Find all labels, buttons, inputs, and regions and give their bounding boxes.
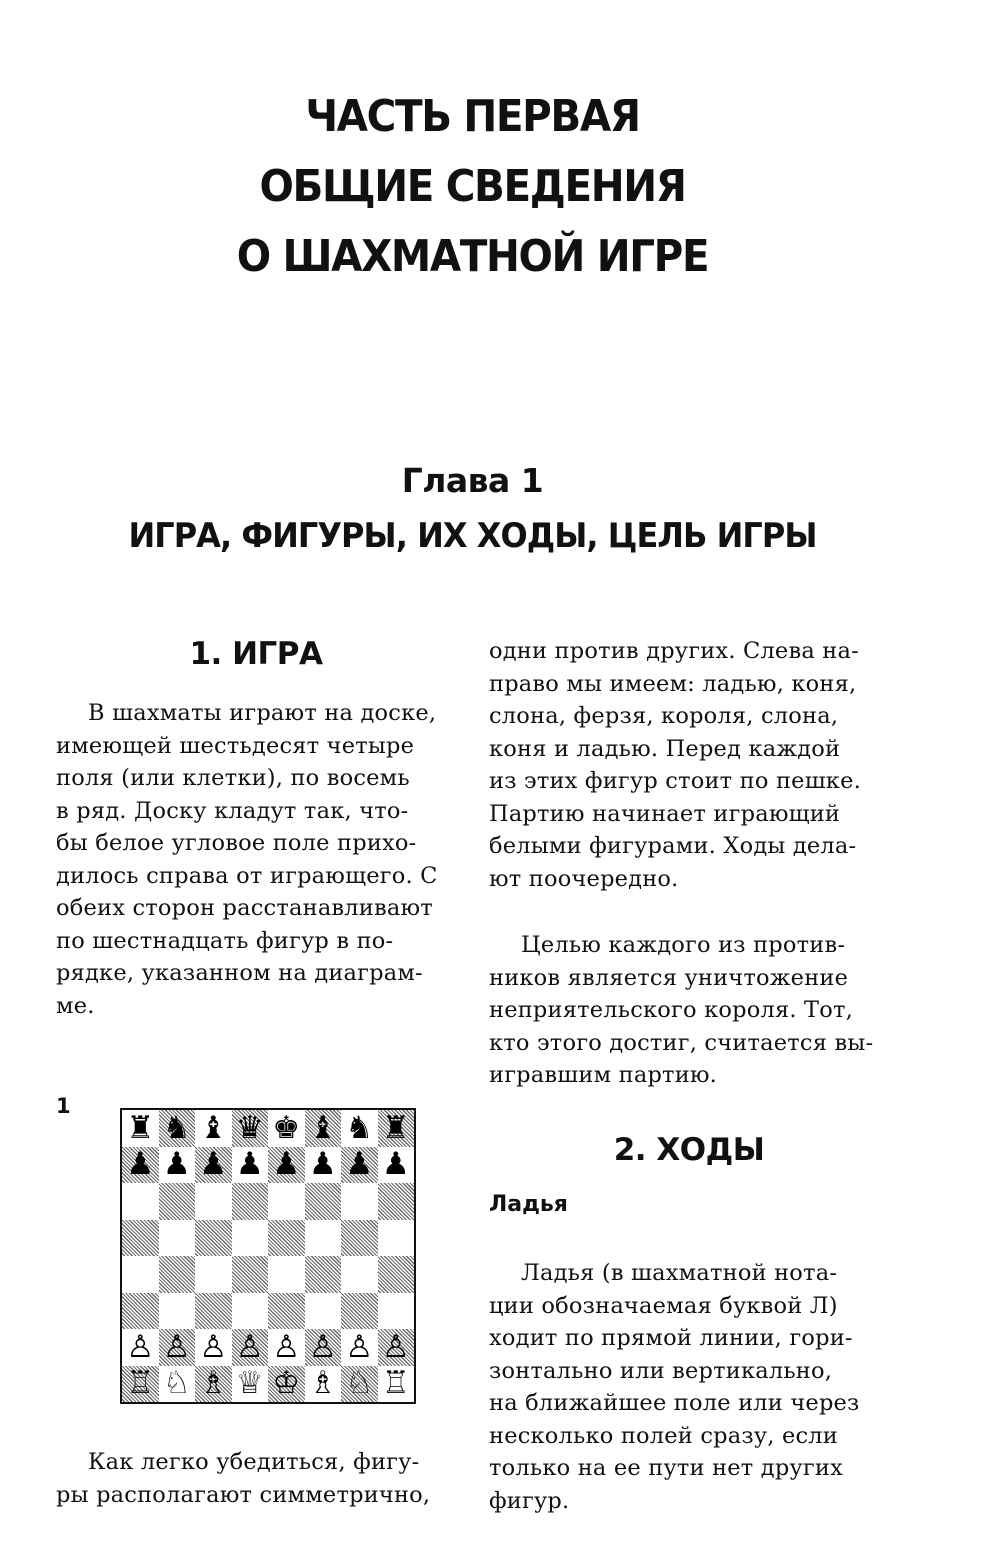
- board-square-g3: [341, 1293, 378, 1330]
- board-square-a6: [122, 1183, 159, 1220]
- text-line: обеих сторон расстанавливают: [56, 895, 433, 921]
- board-square-b3: [159, 1293, 196, 1330]
- board-square-d3: [232, 1293, 269, 1330]
- board-square-h1: [378, 1366, 415, 1403]
- text-line: в ряд. Доску кладут так, что-: [56, 797, 409, 824]
- board-square-g1: [341, 1366, 378, 1403]
- text-line: кто этого достиг, считается вы-: [489, 1029, 874, 1056]
- text-line: ходит по прямой линии, гори-: [489, 1325, 853, 1351]
- chess-piece: ♟: [235, 1146, 264, 1183]
- chess-piece: ♞: [162, 1109, 191, 1146]
- chess-piece: ♙: [308, 1328, 337, 1365]
- text-line: ников является уничтожение: [489, 964, 849, 991]
- text-line: Ладья (в шахматной нота-: [521, 1260, 838, 1286]
- board-square-f7: [305, 1147, 342, 1184]
- chess-piece: ♝: [199, 1109, 228, 1146]
- board-square-d8: [232, 1110, 269, 1147]
- chess-piece: ♙: [381, 1328, 410, 1365]
- text-line: несколько полей сразу, если: [489, 1422, 838, 1449]
- part-title-line: О ШАХМАТНОЙ ИГРЕ: [236, 231, 709, 282]
- board-square-f4: [305, 1256, 342, 1293]
- text-line: фигур.: [489, 1487, 570, 1514]
- text-line: поля (или клетки), по восемь: [56, 765, 410, 791]
- text-line: право мы имеем: ладью, коня,: [489, 670, 857, 697]
- board-square-f8: [305, 1110, 342, 1147]
- board-square-c2: [195, 1329, 232, 1366]
- board-square-g6: [341, 1183, 378, 1220]
- board-square-e6: [268, 1183, 305, 1220]
- board-square-g8: [341, 1110, 378, 1147]
- chess-piece: ♕: [235, 1365, 264, 1402]
- chess-piece: ♗: [199, 1365, 228, 1402]
- paragraph-game-goal: [489, 929, 889, 1092]
- board-square-d6: [232, 1183, 269, 1220]
- chess-piece: ♟: [162, 1146, 191, 1183]
- chess-piece: ♟: [345, 1146, 374, 1183]
- text-line: одни против других. Слева на-: [489, 638, 859, 664]
- section-heading-game: 1. ИГРА: [189, 636, 323, 672]
- board-square-e1: [268, 1366, 305, 1403]
- board-square-h8: [378, 1110, 415, 1147]
- chess-piece: ♟: [199, 1146, 228, 1183]
- text-line: из этих фигур стоит по пешке.: [489, 768, 861, 794]
- board-square-h7: [378, 1147, 415, 1184]
- text-line: только на ее пути нет других: [489, 1455, 843, 1481]
- chess-piece: ♙: [235, 1328, 264, 1365]
- part-title-line: ЧАСТЬ ПЕРВАЯ: [305, 91, 640, 142]
- board-square-c6: [195, 1183, 232, 1220]
- text-line: бы белое угловое поле прихо-: [56, 830, 417, 856]
- board-square-h3: [378, 1293, 415, 1330]
- board-square-d4: [232, 1256, 269, 1293]
- text-line: Партию начинает играющий: [489, 800, 841, 827]
- chess-piece: ♟: [272, 1146, 301, 1183]
- board-square-b1: [159, 1366, 196, 1403]
- section-heading-moves: 2. ХОДЫ: [613, 1132, 765, 1168]
- board-square-e4: [268, 1256, 305, 1293]
- diagram-number: 1: [56, 1094, 71, 1118]
- chess-piece: ♗: [308, 1365, 337, 1402]
- part-title: [38, 82, 907, 292]
- board-square-b2: [159, 1329, 196, 1366]
- paragraph-pieces-order: [489, 635, 889, 895]
- board-square-a4: [122, 1256, 159, 1293]
- text-line: слона, ферзя, короля, слона,: [489, 703, 839, 729]
- board-square-b5: [159, 1220, 196, 1257]
- board-square-f6: [305, 1183, 342, 1220]
- board-square-e5: [268, 1220, 305, 1257]
- chess-piece: ♝: [308, 1109, 337, 1146]
- board-square-c1: [195, 1366, 232, 1403]
- text-line: Как легко убедиться, фигу-: [88, 1449, 420, 1475]
- board-square-a8: [122, 1110, 159, 1147]
- board-square-d2: [232, 1329, 269, 1366]
- text-line: имеющей шестьдесят четыре: [56, 732, 415, 759]
- paragraph-game-intro: [56, 697, 456, 1022]
- chess-piece: ♞: [345, 1109, 374, 1146]
- paragraph-rook-moves: [489, 1257, 889, 1517]
- board-square-g4: [341, 1256, 378, 1293]
- board-square-a1: [122, 1366, 159, 1403]
- text-line: дилось справа от играющего. С: [56, 862, 438, 889]
- text-line: зонтально или вертикально,: [489, 1357, 833, 1384]
- subheading-rook: Ладья: [489, 1192, 568, 1217]
- chess-piece: ♟: [126, 1146, 155, 1183]
- text-line: Целью каждого из против-: [521, 932, 846, 958]
- text-line: ры располагают симметрично,: [56, 1481, 431, 1508]
- board-square-c3: [195, 1293, 232, 1330]
- board-square-h6: [378, 1183, 415, 1220]
- text-line: белыми фигурами. Ходы дела-: [489, 833, 857, 859]
- board-square-a2: [122, 1329, 159, 1366]
- text-line: на ближайшее поле или через: [489, 1390, 860, 1416]
- text-line: неприятельского короля. Тот,: [489, 997, 854, 1023]
- board-square-b6: [159, 1183, 196, 1220]
- board-square-d5: [232, 1220, 269, 1257]
- chess-piece: ♙: [199, 1328, 228, 1365]
- board-square-e8: [268, 1110, 305, 1147]
- chess-piece: ♜: [381, 1109, 410, 1146]
- chapter-number: Глава 1: [401, 461, 544, 500]
- board-square-c5: [195, 1220, 232, 1257]
- text-line: рядке, указанном на диаграм-: [56, 960, 423, 986]
- text-line: ции обозначаемая буквой Л): [489, 1292, 838, 1319]
- board-square-b7: [159, 1147, 196, 1184]
- chess-piece: ♙: [272, 1328, 301, 1365]
- board-square-e3: [268, 1293, 305, 1330]
- board-square-g7: [341, 1147, 378, 1184]
- text-line: В шахматы играют на доске,: [88, 700, 437, 726]
- chess-piece: ♟: [308, 1146, 337, 1183]
- text-line: коня и ладью. Перед каждой: [489, 735, 841, 762]
- chess-piece: ♘: [345, 1365, 374, 1402]
- board-square-b8: [159, 1110, 196, 1147]
- chess-piece: ♘: [162, 1365, 191, 1402]
- chess-piece: ♚: [272, 1109, 301, 1146]
- chess-piece: ♔: [272, 1365, 301, 1402]
- paragraph-symmetry: [56, 1446, 456, 1511]
- text-line: по шестнадцать фигур в по-: [56, 927, 394, 954]
- board-square-f1: [305, 1366, 342, 1403]
- chess-piece: ♖: [126, 1365, 155, 1402]
- board-square-h4: [378, 1256, 415, 1293]
- chess-piece: ♖: [381, 1365, 410, 1402]
- board-square-a7: [122, 1147, 159, 1184]
- part-title-line: ОБЩИЕ СВЕДЕНИЯ: [259, 161, 686, 212]
- board-square-d7: [232, 1147, 269, 1184]
- text-line: ют поочередно.: [489, 865, 679, 892]
- board-square-e2: [268, 1329, 305, 1366]
- chess-piece: ♜: [126, 1109, 155, 1146]
- chess-piece: ♛: [235, 1109, 264, 1146]
- board-square-b4: [159, 1256, 196, 1293]
- board-square-a3: [122, 1293, 159, 1330]
- text-line: игравшим партию.: [489, 1062, 718, 1088]
- chess-piece: ♙: [345, 1328, 374, 1365]
- board-square-h5: [378, 1220, 415, 1257]
- board-square-f3: [305, 1293, 342, 1330]
- board-square-e7: [268, 1147, 305, 1184]
- text-line: ме.: [56, 992, 95, 1019]
- board-square-g2: [341, 1329, 378, 1366]
- chapter-title: ИГРА, ФИГУРЫ, ИХ ХОДЫ, ЦЕЛЬ ИГРЫ: [128, 516, 817, 556]
- chess-piece: ♟: [381, 1146, 410, 1183]
- chess-board-diagram: [120, 1108, 416, 1404]
- board-square-c7: [195, 1147, 232, 1184]
- chess-piece: ♙: [162, 1328, 191, 1365]
- board-square-g5: [341, 1220, 378, 1257]
- board-square-f5: [305, 1220, 342, 1257]
- board-square-c8: [195, 1110, 232, 1147]
- board-square-h2: [378, 1329, 415, 1366]
- board-square-a5: [122, 1220, 159, 1257]
- board-square-c4: [195, 1256, 232, 1293]
- board-square-d1: [232, 1366, 269, 1403]
- chess-piece: ♙: [126, 1328, 155, 1365]
- board-square-f2: [305, 1329, 342, 1366]
